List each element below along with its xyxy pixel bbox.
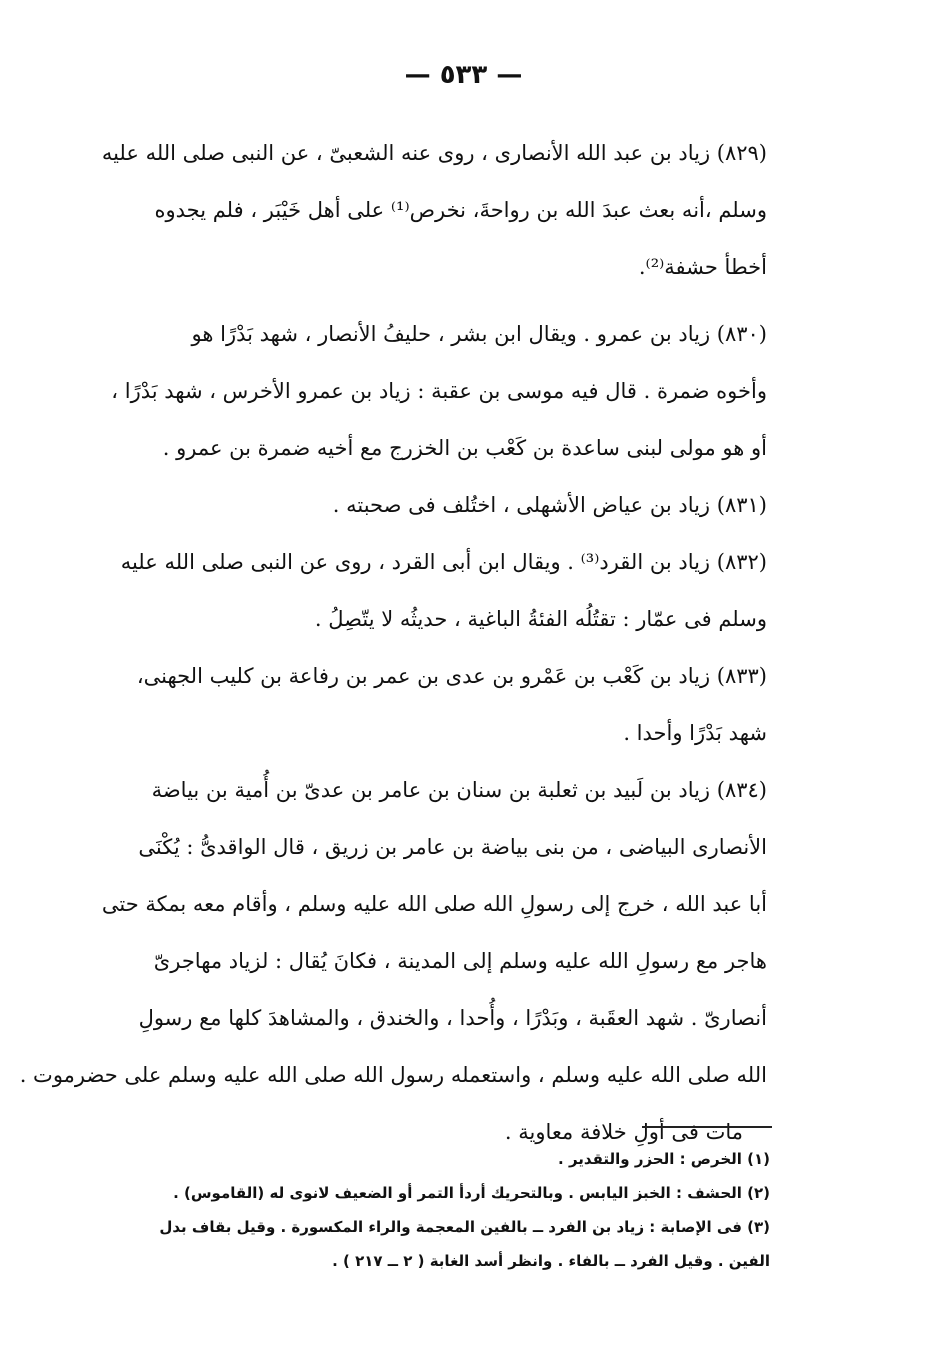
text-line: وسلم فى عمّار : تقتُلُه الفئةُ الباغية ، حديثُه لا يتّصِلُ .	[314, 607, 767, 631]
footnote-3-continued: الفين . وقيل الفرد ــ بالفاء . وانظر أسد الغابة ( ٢ ــ ٢١٧ ) .	[332, 1252, 770, 1270]
text-line: أو هو مولى لبنى ساعدة بن كَعْب بن الخزرج مع أخيه ضمرة بن عمرو .	[162, 436, 767, 460]
entry-832	[120, 534, 767, 648]
text-line: وسلم ،أنه بعث عبدَ الله بن رواحةَ، نخرص⁽¹⁾ على أهل خَيْبَر ، فلم يجدوه	[154, 198, 767, 222]
entry-833	[136, 648, 767, 762]
body-text	[19, 125, 767, 1161]
footnote-3: (٣) فى الإصابة : زياد بن الفرد ــ بالفين المعجمة والراء المكسورة . وقيل بقاف بدل	[159, 1218, 770, 1236]
text-line: (٨٣٢) زياد بن القرد⁽³⁾ . ويقال ابن أبى القرد ، روى عن النبى صلى الله عليه	[120, 550, 767, 574]
text-line: (٨٣٣) زياد بن كَعْب بن عَمْرو بن عدى بن عمر بن رفاعة بن كليب الجهنى،	[136, 664, 767, 688]
text-line: (٨٣٤) زياد بن لَبيد بن ثعلبة بن سنان بن عامر بن عدىّ بن أُمية بن بياضة	[151, 778, 767, 802]
text-line: الله صلى الله عليه وسلم ، واستعمله رسول الله صلى الله عليه وسلم على حضرموت .	[19, 1063, 767, 1087]
text-line: مات فى أولِ خلافة معاوية .	[504, 1120, 743, 1144]
text-line: أبا عبد الله ، خرج إلى رسولِ الله صلى الله عليه وسلم ، وأقام معه بمكة حتى	[101, 892, 767, 916]
text-line: (٨٣١) زياد بن عياض الأشهلى ، اختُلف فى صحبته .	[332, 493, 767, 517]
text-line: هاجر مع رسولِ الله عليه وسلم إلى المدينة ، فكانَ يُقال : لزياد مهاجرىّ	[153, 949, 767, 973]
footnote-1: (١) الخرص : الحزر والتقدير .	[558, 1150, 770, 1168]
footnote-2: (٢) الحشف : الخبز اليابس . وبالتحريك أردأ التمر أو الضعيف لانوى له (القاموس) .	[173, 1184, 770, 1202]
page-number: — ٥٣٣ —	[404, 60, 523, 90]
entry-829	[101, 125, 767, 296]
footnotes	[150, 1142, 770, 1278]
text-line: أخطأ حشفة⁽²⁾.	[638, 255, 767, 279]
footnote-divider	[642, 1126, 772, 1128]
entry-831	[155, 477, 767, 534]
text-line: الأنصارى البياضى ، من بنى بياضة بن عامر بن زريق ، قال الواقدىُّ : يُكْنَى	[138, 835, 767, 859]
entry-830	[111, 306, 767, 477]
text-line: (٨٢٩) زياد بن عبد الله الأنصارى ، روى عنه الشعبىّ ، عن النبى صلى الله عليه	[101, 141, 767, 165]
text-line: شهد بَدْرًا وأحدا .	[623, 721, 767, 745]
text-line: وأخوه ضمرة . قال فيه موسى بن عقبة : زياد بن عمرو الأخرس ، شهد بَدْرًا ،	[111, 379, 767, 403]
text-line: (٨٣٠) زياد بن عمرو . ويقال ابن بشر ، حليفُ الأنصار ، شهد بَدْرًا هو	[191, 322, 767, 346]
entry-834	[19, 762, 767, 1161]
text-line: أنصارىّ . شهد العقَبة ، وبَدْرًا ، وأُحدا ، والخندق ، والمشاهدَ كلها مع رسولِ	[138, 1006, 767, 1030]
